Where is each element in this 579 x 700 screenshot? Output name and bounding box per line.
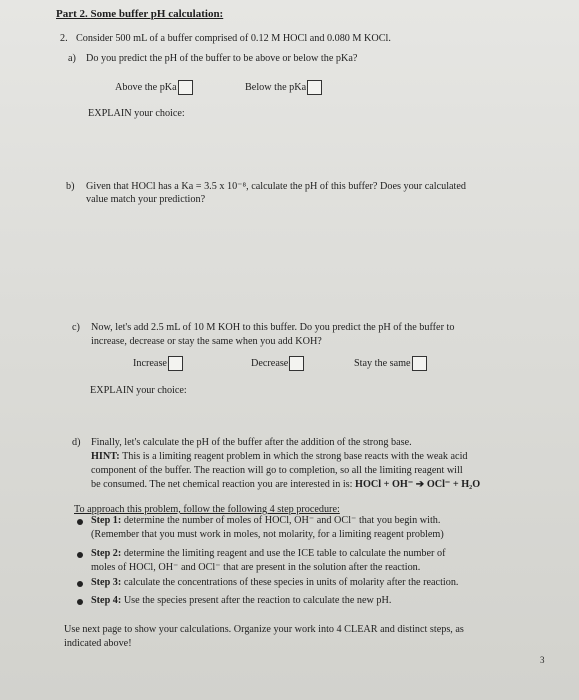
part-a-explain: EXPLAIN your choice: (88, 108, 185, 119)
part-c-explain: EXPLAIN your choice: (90, 385, 187, 396)
decrease-checkbox[interactable] (289, 356, 304, 371)
net-reaction: HOCl + OH⁻ ➔ OCl⁻ + H₂O (355, 479, 481, 490)
step-1-text: determine the number of moles of HOCl, OH⁻ and OCl⁻ that you begin with. (123, 515, 441, 526)
step-2-text: determine the limiting reagent and use the ICE table to calculate the number of (123, 548, 446, 559)
option-below-pka-label: Below the pKa (245, 81, 307, 93)
increase-checkbox[interactable] (168, 356, 183, 371)
part-heading: Part 2. Some buffer pH calculation: (56, 8, 224, 20)
step-3-label: Step 3: (91, 577, 122, 588)
step-2-line2: moles of HOCl, OH⁻ and OCl⁻ that are present in the solution after the reaction. (91, 562, 421, 573)
step-1-line1 (91, 515, 440, 528)
procedure-heading: To approach this problem, follow the following 4 step procedure: (74, 504, 340, 515)
part-b-label: b) (66, 181, 75, 192)
step-4-line1 (91, 595, 391, 608)
hint-text-3: be consumed. The net chemical reaction you are interested in is: (91, 479, 353, 490)
stay-same-checkbox[interactable] (412, 356, 427, 371)
footer-line1: Use next page to show your calculations. Organize your work into 4 CLEAR and distinct steps, as (64, 624, 464, 635)
part-c-line1: Now, let's add 2.5 mL of 10 M KOH to this buffer. Do you predict the pH of the buffer to (91, 322, 455, 333)
question-stem: Consider 500 mL of a buffer comprised of 0.12 M HOCl and 0.080 M KOCl. (76, 33, 391, 44)
option-above-pka[interactable] (115, 80, 193, 95)
bullet-icon (77, 581, 83, 587)
step-3-text: calculate the concentrations of these species in units of molarity after the reaction. (123, 577, 459, 588)
footer-line2: indicated above! (64, 638, 132, 649)
option-decrease-label: Decrease (251, 357, 289, 369)
step-4-label: Step 4: (91, 595, 122, 606)
option-decrease[interactable] (251, 356, 304, 371)
part-a-label: a) (68, 53, 76, 64)
option-stay-same-label: Stay the same (354, 357, 411, 369)
part-c-line2: increase, decrease or stay the same when you add KOH? (91, 336, 322, 347)
part-d-line1: Finally, let's calculate the pH of the buffer after the addition of the strong base. (91, 437, 412, 448)
step-1-line2: (Remember that you must work in moles, not molarity, for a limiting reagent problem) (91, 529, 444, 540)
question-number: 2. (60, 33, 68, 44)
option-increase-label: Increase (133, 357, 167, 369)
hint-line1 (91, 451, 468, 464)
hint-text-1: This is a limiting reagent problem in which the strong base reacts with the weak acid (122, 451, 468, 462)
part-b-line1: Given that HOCl has a Ka = 3.5 x 10⁻⁸, calculate the pH of this buffer? Does your calculated (86, 181, 466, 192)
hint-line2: component of the buffer. The reaction will go to completion, so all the limiting reagent will (91, 465, 463, 476)
hint-label: HINT: (91, 451, 120, 462)
step-4-text: Use the species present after the reaction to calculate the new pH. (123, 595, 392, 606)
part-d-label: d) (72, 437, 81, 448)
page-number: 3 (540, 655, 545, 665)
option-below-pka[interactable] (245, 80, 322, 95)
option-increase[interactable] (133, 356, 183, 371)
part-c-label: c) (72, 322, 80, 333)
part-a-prompt: Do you predict the pH of the buffer to be above or below the pKa? (86, 53, 358, 64)
step-3-line1 (91, 577, 458, 590)
bullet-icon (77, 519, 83, 525)
below-pka-checkbox[interactable] (307, 80, 322, 95)
part-b-line2: value match your prediction? (86, 194, 206, 205)
bullet-icon (77, 552, 83, 558)
step-1-label: Step 1: (91, 515, 122, 526)
bullet-icon (77, 599, 83, 605)
step-2-line1 (91, 548, 445, 561)
step-2-label: Step 2: (91, 548, 122, 559)
above-pka-checkbox[interactable] (178, 80, 193, 95)
hint-line3 (91, 479, 480, 492)
option-above-pka-label: Above the pKa (115, 81, 177, 93)
option-stay-same[interactable] (354, 356, 427, 371)
